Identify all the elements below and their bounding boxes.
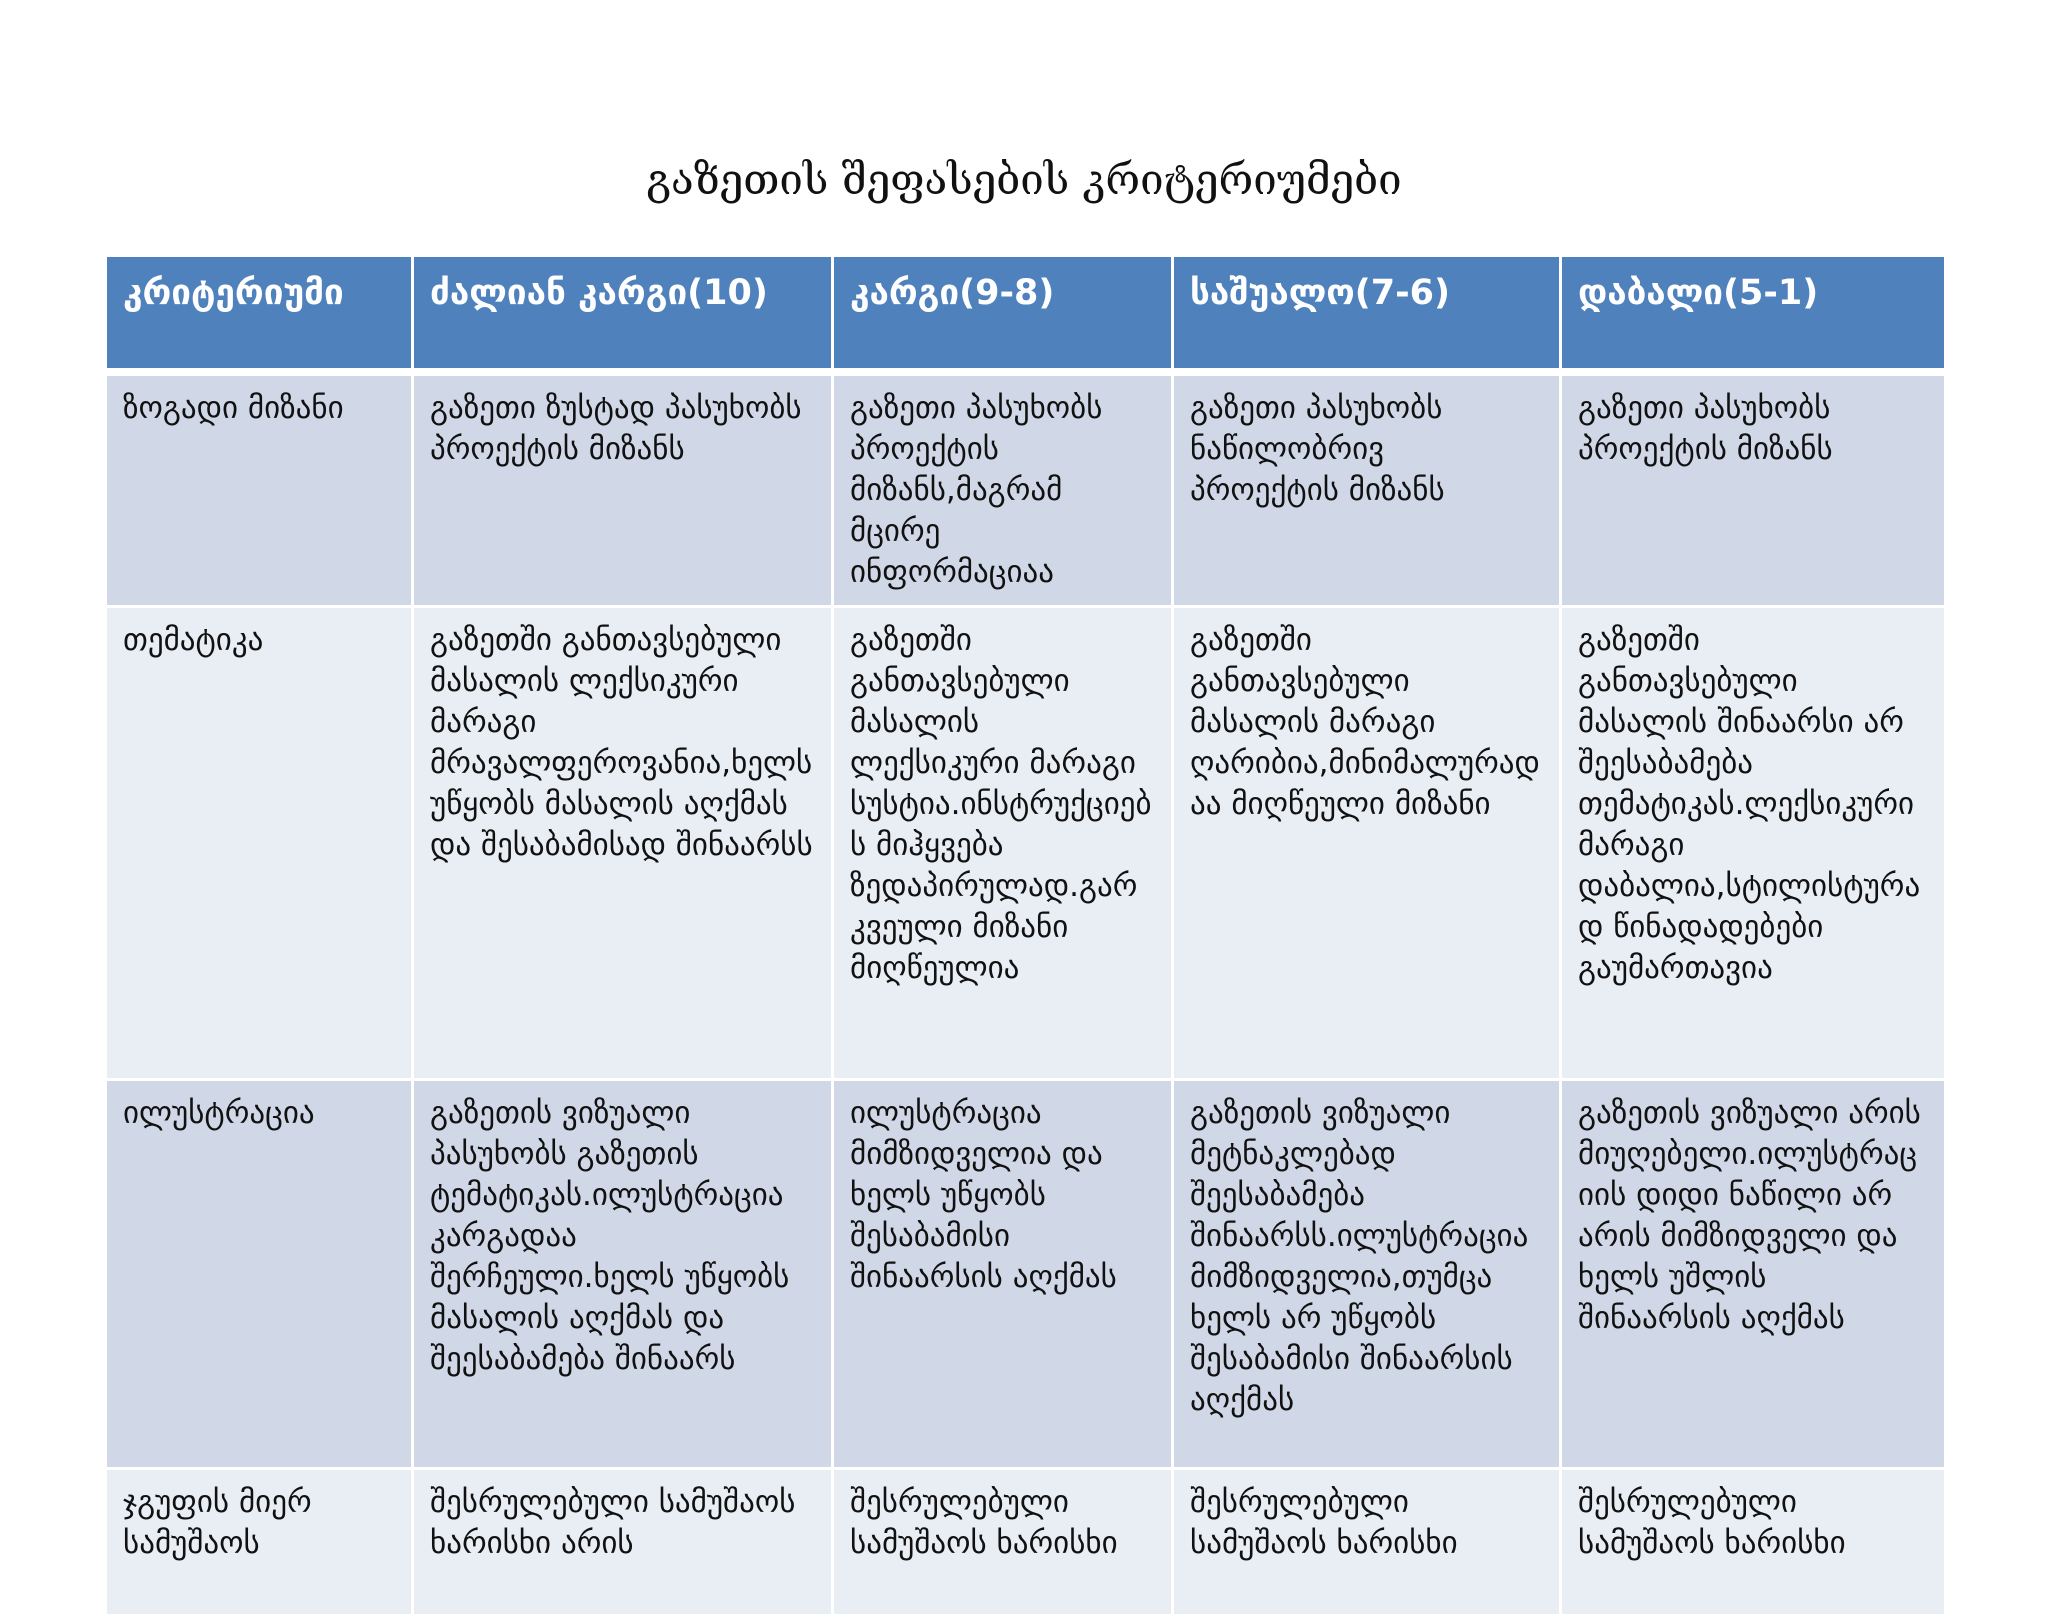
column-header-very-good: ძალიან კარგი(10) bbox=[413, 256, 833, 373]
table-row bbox=[106, 1080, 1946, 1469]
row-criterion-cell: ზოგადი მიზანი bbox=[106, 372, 413, 607]
table-cell: გაზეთი პასუხობს პროექტის მიზანს,მაგრამ მცირე ინფორმაციაა bbox=[833, 372, 1173, 607]
table-cell: გაზეთის ვიზუალი პასუხობს გაზეთის ტემატიკას.ილუსტრაცია კარგადაა შერჩეული.ხელს უწყობს მასალის აღქმას და შეესაბამება შინაარს bbox=[413, 1080, 833, 1469]
column-header-good: კარგი(9-8) bbox=[833, 256, 1173, 373]
table-row bbox=[106, 372, 1946, 607]
table-cell: შესრულებული სამუშაოს ხარისხი არის bbox=[413, 1469, 833, 1616]
row-criterion-cell: ჯგუფის მიერ სამუშაოს bbox=[106, 1469, 413, 1616]
table-cell: გაზეთში განთავსებული მასალის შინაარსი არ შეესაბამება თემატიკას.ლექსიკური მარაგი დაბალია,სტილისტურად წინადადებები გაუმართავია bbox=[1561, 607, 1946, 1080]
row-criterion-cell: ილუსტრაცია bbox=[106, 1080, 413, 1469]
table-cell: შესრულებული სამუშაოს ხარისხი bbox=[1561, 1469, 1946, 1616]
table-cell: გაზეთი პასუხობს პროექტის მიზანს bbox=[1561, 372, 1946, 607]
column-header-average: საშუალო(7-6) bbox=[1173, 256, 1561, 373]
criteria-table bbox=[104, 254, 1947, 1617]
table-cell: გაზეთი ზუსტად პასუხობს პროექტის მიზანს bbox=[413, 372, 833, 607]
table-cell: გაზეთში განთავსებული მასალის ლექსიკური მარაგი სუსტია.ინსტრუქციებს მიჰყვება ზედაპირულად.გარკვეული მიზანი მიღწეულია bbox=[833, 607, 1173, 1080]
table-cell: შესრულებული სამუშაოს ხარისხი bbox=[833, 1469, 1173, 1616]
row-criterion-cell: თემატიკა bbox=[106, 607, 413, 1080]
column-header-low: დაბალი(5-1) bbox=[1561, 256, 1946, 373]
table-row bbox=[106, 607, 1946, 1080]
page-title: გაზეთის შეფასების კრიტერიუმები bbox=[646, 155, 1402, 204]
table-header-row bbox=[106, 256, 1946, 373]
table-cell: ილუსტრაცია მიმზიდველია და ხელს უწყობს შესაბამისი შინაარსის აღქმას bbox=[833, 1080, 1173, 1469]
table-cell: გაზეთის ვიზუალი მეტნაკლებად შეესაბამება შინაარსს.ილუსტრაცია მიმზიდველია,თუმცა ხელს არ უწყობს შესაბამისი შინაარსის აღქმას bbox=[1173, 1080, 1561, 1469]
table-row bbox=[106, 1469, 1946, 1616]
table-cell: გაზეთში განთავსებული მასალის ლექსიკური მარაგი მრავალფეროვანია,ხელს უწყობს მასალის აღქმას და შესაბამისად შინაარსს bbox=[413, 607, 833, 1080]
table-cell: გაზეთის ვიზუალი არის მიუღებელი.ილუსტრაციის დიდი ნაწილი არ არის მიმზიდველი და ხელს უშლის შინაარსის აღქმას bbox=[1561, 1080, 1946, 1469]
column-header-criterion: კრიტერიუმი bbox=[106, 256, 413, 373]
table-cell: გაზეთი პასუხობს ნაწილობრივ პროექტის მიზანს bbox=[1173, 372, 1561, 607]
table-cell: შესრულებული სამუშაოს ხარისხი bbox=[1173, 1469, 1561, 1616]
table-cell: გაზეთში განთავსებული მასალის მარაგი ღარიბია,მინიმალურადაა მიღწეული მიზანი bbox=[1173, 607, 1561, 1080]
